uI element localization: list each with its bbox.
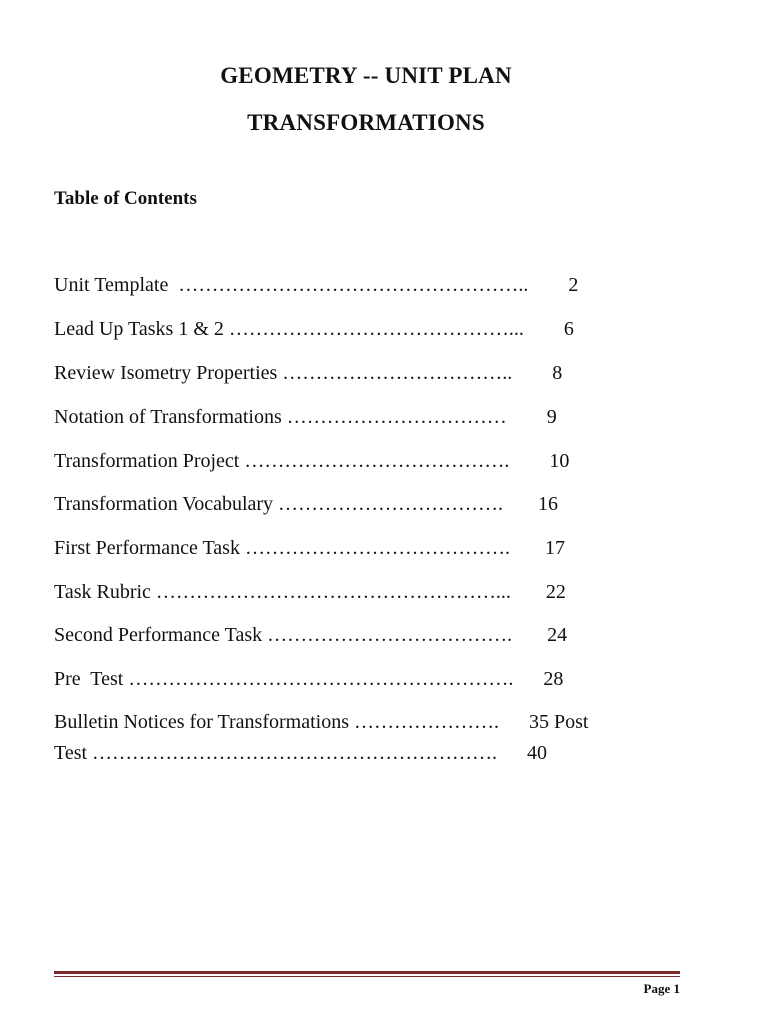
toc-entry-notation: Notation of Transformations …………………………… 9 [54,406,557,428]
toc-entry-pre-test: Pre Test …………………………………………………. 28 [54,668,564,690]
toc-entry-first-performance-task: First Performance Task …………………………………. 17 [54,537,565,559]
toc-entry-post-test: Test ……………………………………………………. 40 [54,742,548,764]
document-title: GEOMETRY -- UNIT PLAN [220,63,512,88]
toc-entry-bulletin-notices: Bulletin Notices for Transformations …………………. 35 Post [54,711,589,733]
footer-rule-thin [54,976,680,977]
page-number: Page 1 [643,981,680,996]
toc-entry-lead-up-tasks: Lead Up Tasks 1 & 2 ……………………………………... 6 [54,318,574,340]
toc-entry-unit-template: Unit Template …………………………………………….. 2 [54,274,579,296]
footer-rule [54,971,680,974]
toc-entry-second-performance-task: Second Performance Task ………………………………. 24 [54,624,568,646]
toc-entry-task-rubric: Task Rubric ……………………………………………... 22 [54,581,566,603]
document-subtitle: TRANSFORMATIONS [247,110,485,135]
toc-heading: Table of Contents [54,188,197,209]
toc-entry-transformation-project: Transformation Project …………………………………. 10 [54,450,570,472]
toc-entry-vocabulary: Transformation Vocabulary ……………………………. 16 [54,493,559,515]
toc-entry-review-isometry: Review Isometry Properties …………………………….. 8 [54,362,563,384]
